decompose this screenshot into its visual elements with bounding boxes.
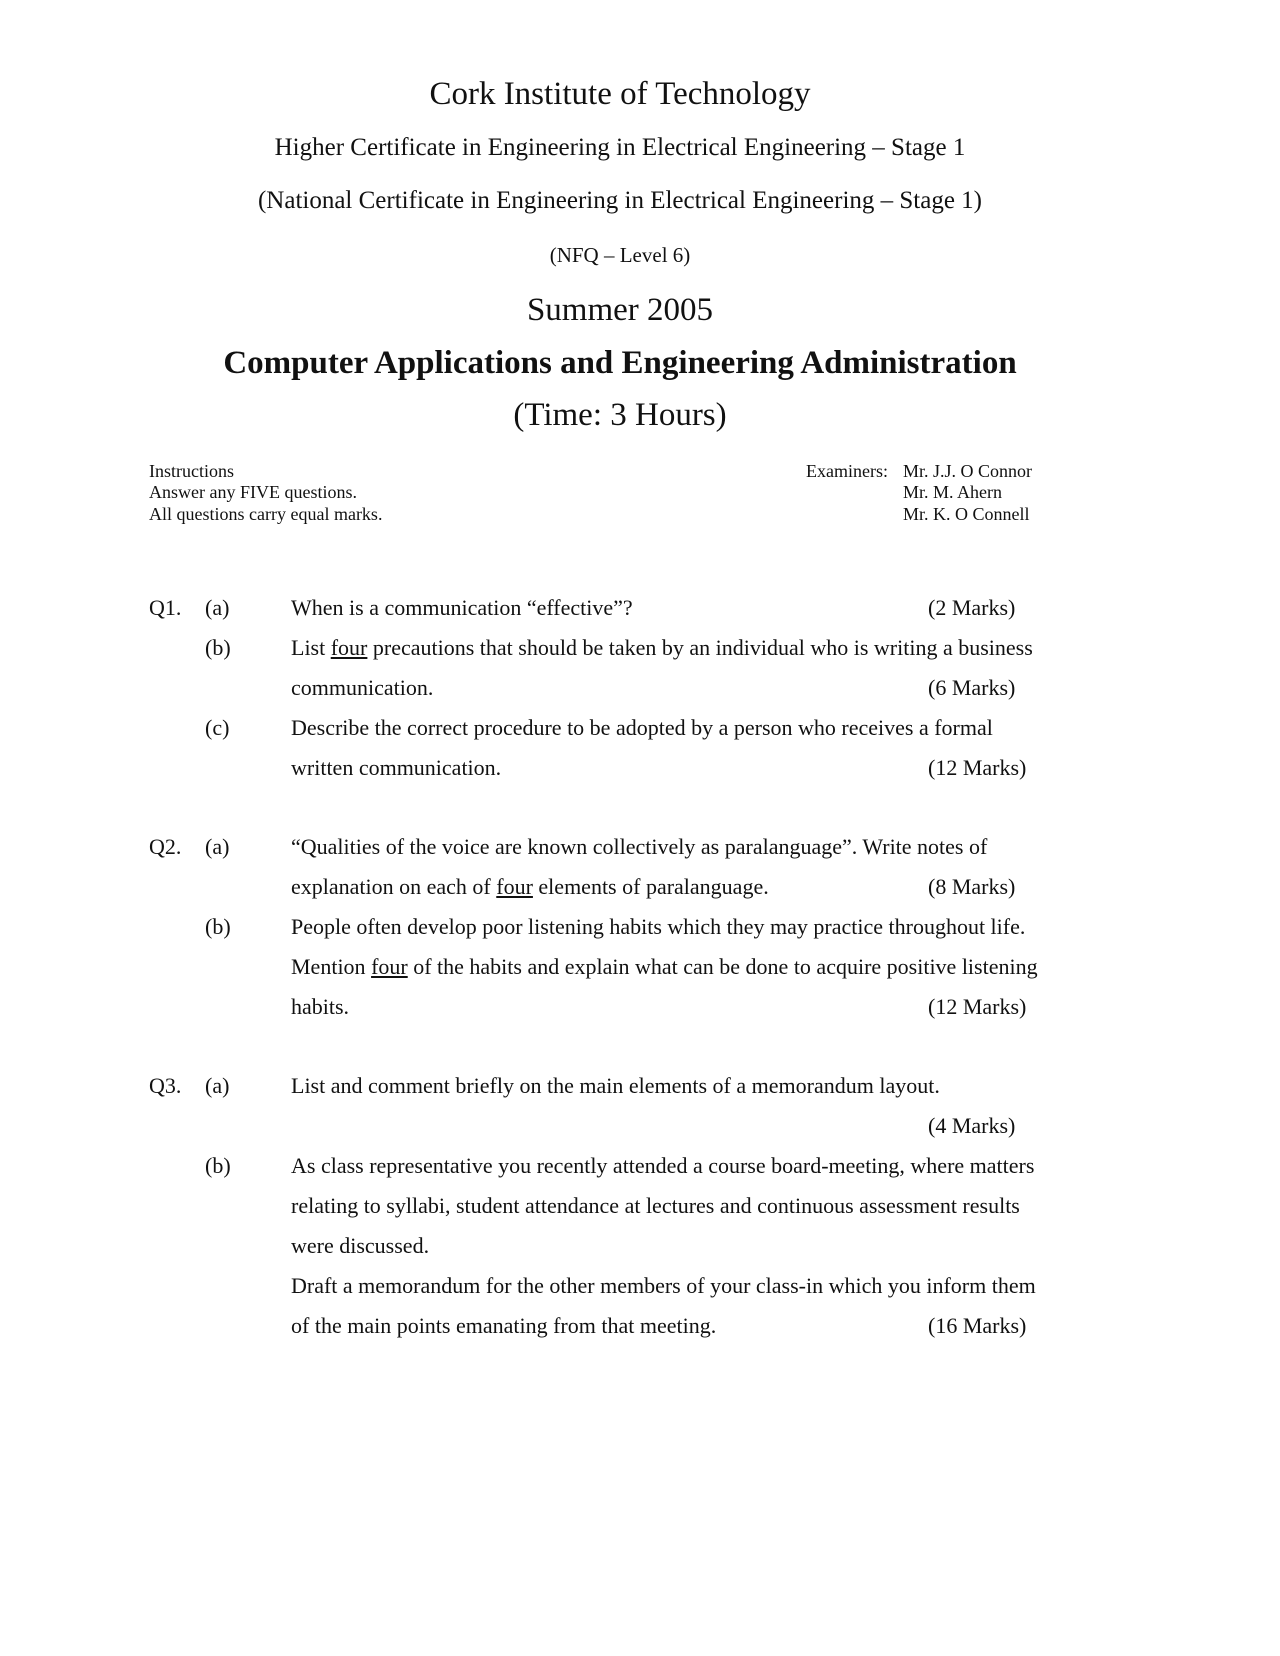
instructions-title: Instructions — [149, 461, 234, 481]
text-segment: Mention — [291, 954, 372, 979]
programme-alt-title: (National Certificate in Engineering in Electrical Engineering – Stage 1) — [257, 187, 983, 214]
question-text — [291, 954, 1038, 980]
part-label: (a) — [205, 1073, 230, 1098]
question-text: written communication. — [291, 755, 502, 780]
question-text: were discussed. — [291, 1233, 430, 1258]
module-title: Computer Applications and Engineering Administration — [223, 345, 1017, 381]
marks: (2 Marks) — [928, 595, 1016, 620]
question-text: communication. — [291, 675, 434, 700]
emphasis-underline: four — [371, 954, 408, 979]
examiner-name: Mr. M. Ahern — [903, 482, 1002, 502]
question-text: List and comment briefly on the main elements of a memorandum layout. — [291, 1073, 940, 1098]
question-text: When is a communication “effective”? — [291, 595, 633, 620]
nfq-level: (NFQ – Level 6) — [549, 243, 691, 267]
exam-session: Summer 2005 — [526, 292, 714, 328]
question-text — [291, 635, 1033, 661]
question-number: Q2. — [149, 834, 182, 859]
marks: (12 Marks) — [928, 994, 1027, 1019]
question-text: of the main points emanating from that meeting. — [291, 1313, 717, 1338]
part-label: (a) — [205, 595, 230, 620]
question-text: relating to syllabi, student attendance at lectures and continuous assessment results — [291, 1193, 1020, 1218]
text-segment: explanation on each of — [291, 874, 497, 899]
question-text: “Qualities of the voice are known collectively as paralanguage”. Write notes of — [291, 834, 988, 859]
instructions-line: All questions carry equal marks. — [149, 504, 383, 524]
text-segment: List — [291, 635, 331, 660]
instructions-line: Answer any FIVE questions. — [149, 482, 357, 502]
part-label: (a) — [205, 834, 230, 859]
text-segment: of the habits and explain what can be done to acquire positive listening — [407, 954, 1038, 979]
question-text: People often develop poor listening habits which they may practice throughout life. — [291, 914, 1026, 939]
question-number: Q1. — [149, 595, 182, 620]
marks: (12 Marks) — [928, 755, 1027, 780]
marks: (6 Marks) — [928, 675, 1016, 700]
part-label: (c) — [205, 715, 230, 740]
examiner-name: Mr. K. O Connell — [903, 504, 1030, 524]
marks: (8 Marks) — [928, 874, 1016, 899]
emphasis-underline: four — [496, 874, 533, 899]
question-text — [291, 874, 769, 900]
text-segment: elements of paralanguage. — [532, 874, 769, 899]
question-text: As class representative you recently attended a course board-meeting, where matters — [291, 1153, 1035, 1178]
marks: (16 Marks) — [928, 1313, 1027, 1338]
examiner-name: Mr. J.J. O Connor — [903, 461, 1033, 481]
examiners-label: Examiners: — [806, 461, 888, 481]
part-label: (b) — [205, 635, 231, 660]
emphasis-underline: four — [330, 635, 368, 660]
text-segment: precautions that should be taken by an individual who is writing a business — [367, 635, 1033, 660]
marks: (4 Marks) — [928, 1113, 1016, 1138]
part-label: (b) — [205, 914, 231, 939]
question-text: Draft a memorandum for the other members of your class-in which you inform them — [291, 1273, 1036, 1298]
institution-title: Cork Institute of Technology — [429, 76, 811, 112]
question-number: Q3. — [149, 1073, 182, 1098]
part-label: (b) — [205, 1153, 231, 1178]
question-text: Describe the correct procedure to be adopted by a person who receives a formal — [291, 715, 993, 740]
programme-title: Higher Certificate in Engineering in Electrical Engineering – Stage 1 — [274, 134, 966, 161]
exam-duration: (Time: 3 Hours) — [513, 397, 727, 433]
question-text: habits. — [291, 994, 350, 1019]
